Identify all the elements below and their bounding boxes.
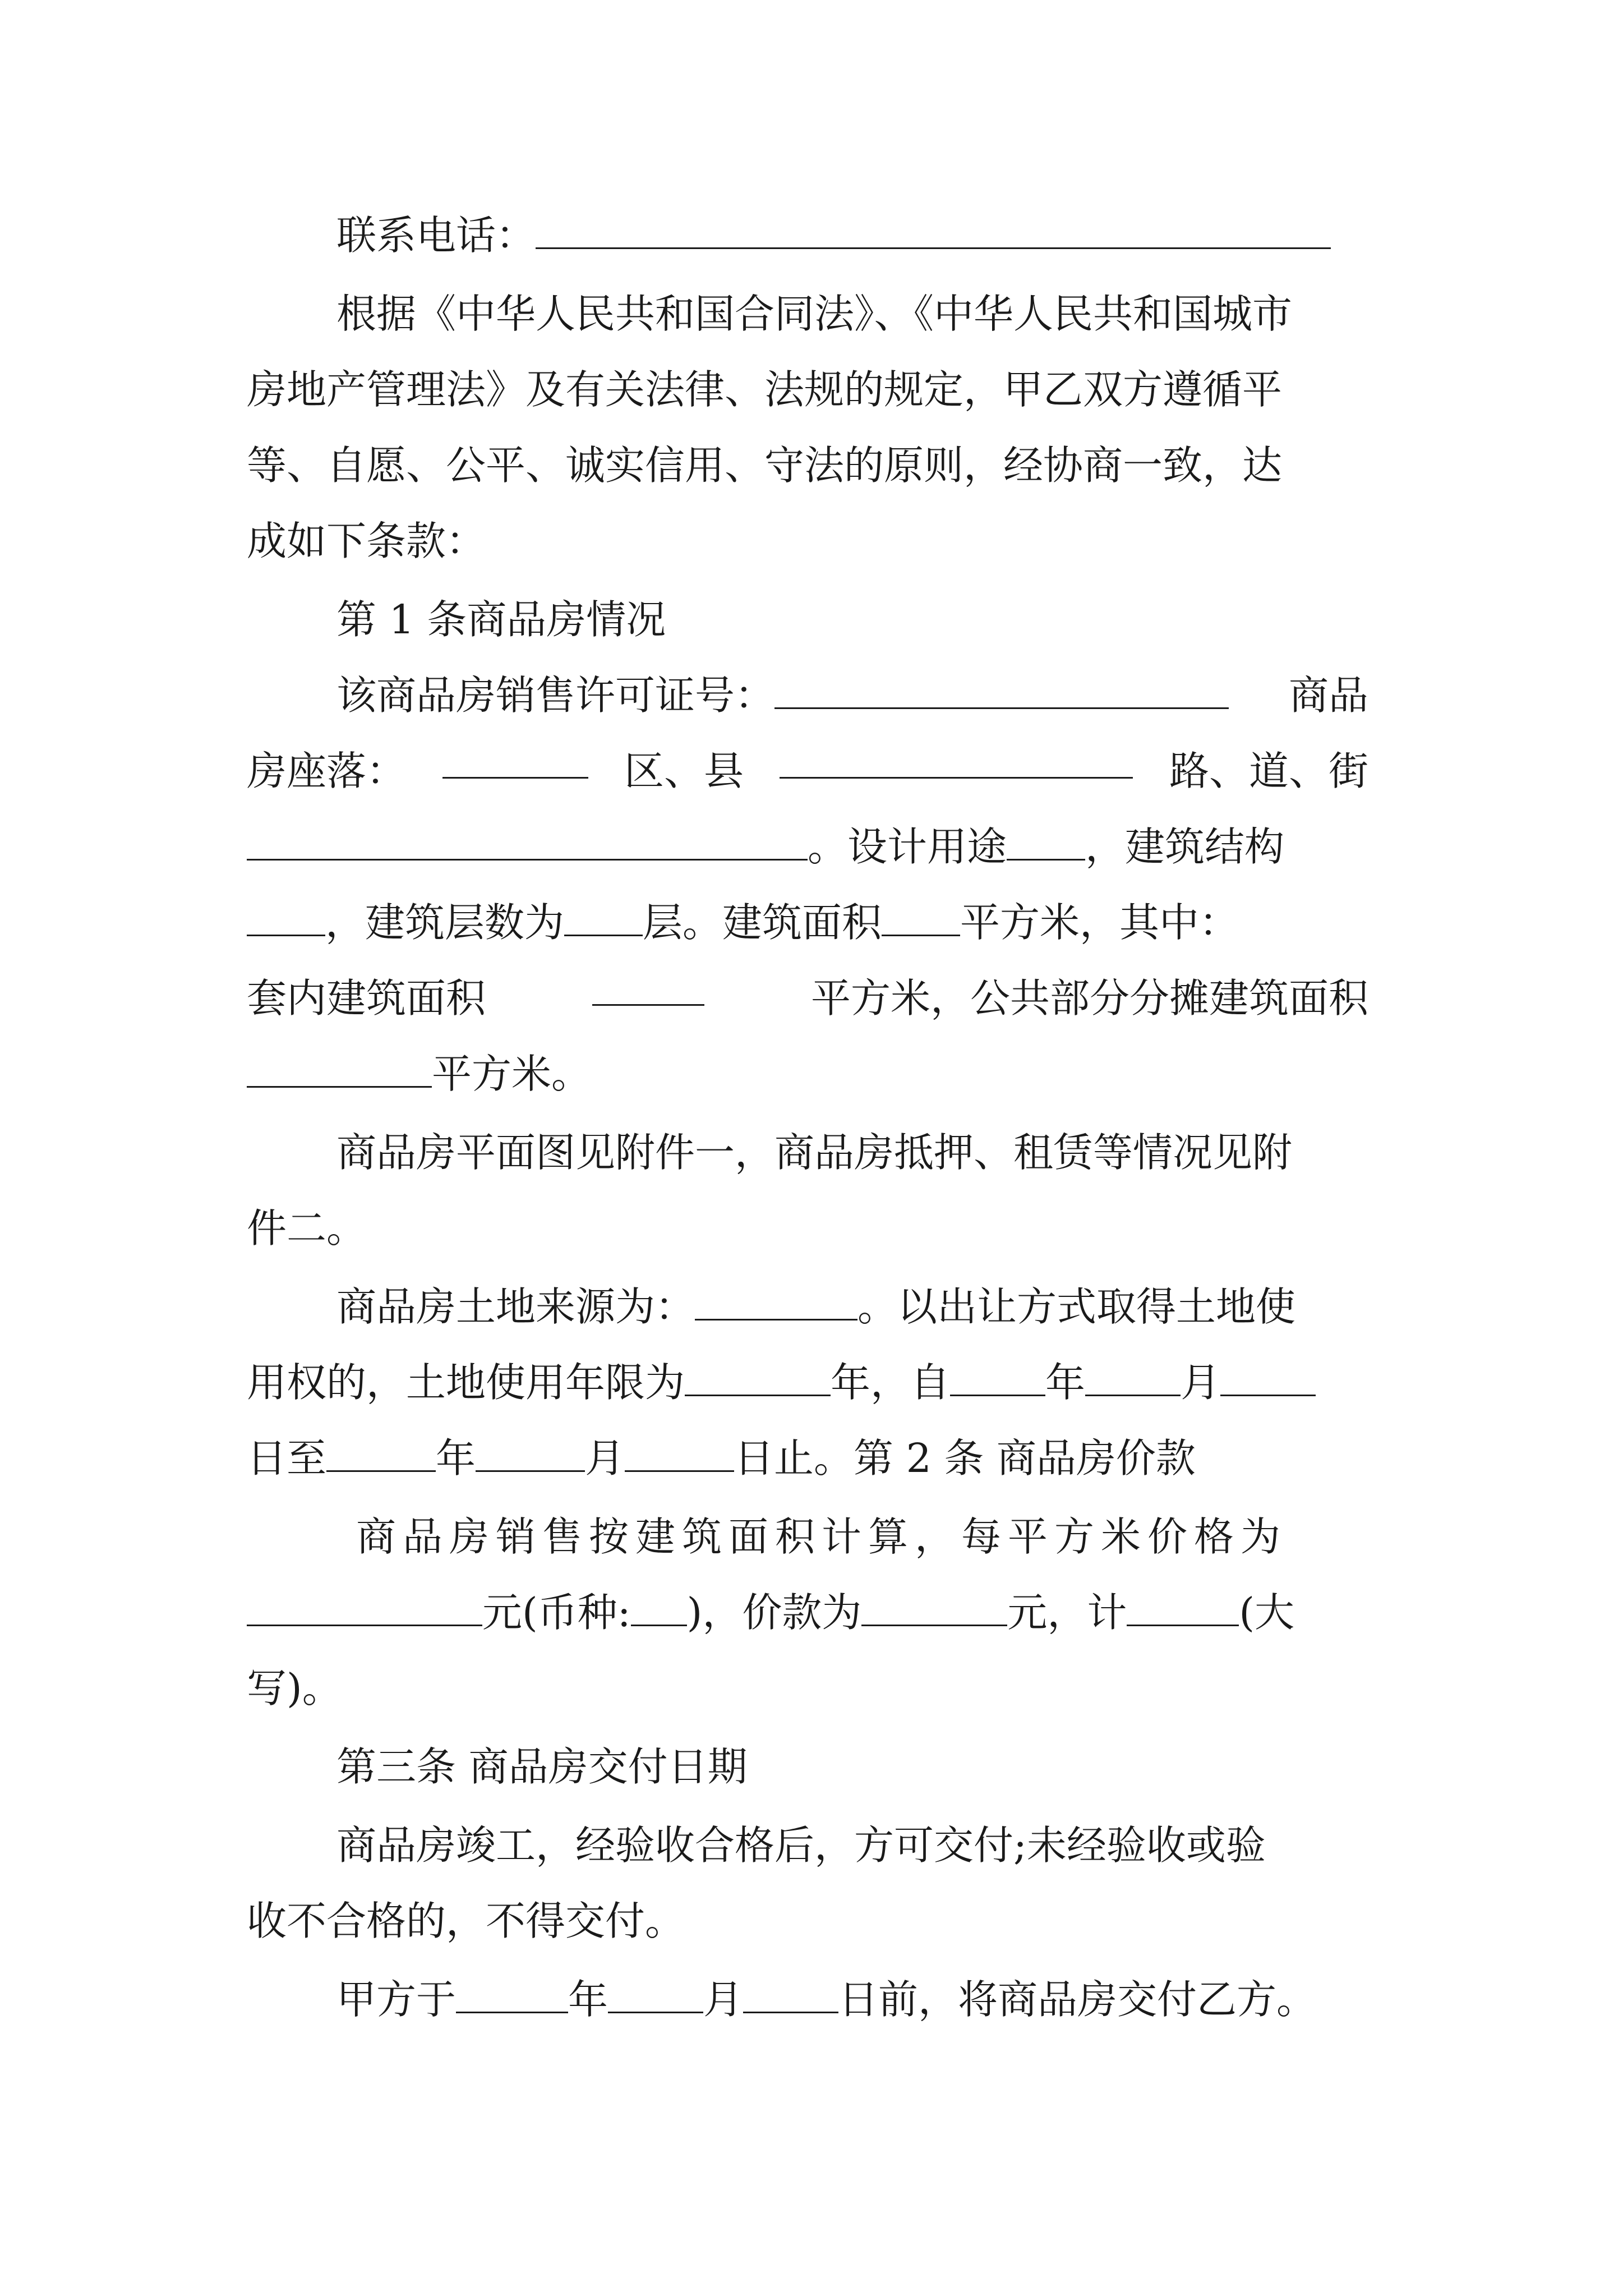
area-unit: 平方米，其中： [960, 899, 1239, 946]
location-prefix: 房座落： [247, 748, 407, 794]
shared-unit: 平方米。 [432, 1051, 592, 1097]
deliver-suffix: 日前，将商品房交付乙方。 [838, 1976, 1317, 2023]
yuan-total-label: 元，计 [1007, 1589, 1127, 1636]
article1-title: 第 1 条商品房情况 [336, 596, 666, 643]
basis-line-1: 根据《中华人民共和国合同法》、《中华人民共和国城市 [336, 291, 1293, 337]
month-label-b: 月 [585, 1435, 625, 1481]
inner-area-line [247, 970, 1368, 1027]
structure-blank [247, 901, 325, 936]
day-to-label: 日至 [247, 1435, 327, 1481]
floors-unit: 层。建筑面积 [643, 899, 882, 946]
inner-prefix: 套内建筑面积 [247, 975, 486, 1022]
to-year-blank [326, 1437, 436, 1472]
inner-area-blank [592, 970, 704, 1006]
deliver-year-label: 年 [568, 1976, 608, 2023]
shared-area-line [247, 1046, 591, 1102]
price-line-3: 写)。 [247, 1665, 342, 1711]
to-day-blank [625, 1437, 734, 1472]
basis-line-3: 等、自愿、公平、诚实信用、守法的原则，经协商一致，达 [247, 442, 1283, 489]
deliver-day-blank [743, 1978, 838, 2013]
attach-line-2: 件二。 [247, 1205, 367, 1251]
inner-unit: 平方米，公共部分分摊建筑面积 [810, 975, 1368, 1022]
article3-title: 第三条 商品房交付日期 [336, 1743, 748, 1790]
deliver-year-blank [456, 1978, 568, 2013]
contact-label: 联系电话： [336, 212, 536, 259]
location-word: 商品 [1288, 672, 1368, 719]
land-use-prefix: 用权的，土地使用年限为 [247, 1359, 685, 1406]
amount-blank [1127, 1591, 1239, 1626]
to-month-blank [476, 1437, 585, 1472]
district-label: 区、县 [624, 748, 744, 794]
land-source-after: 。以出让方式取得土地使 [857, 1283, 1296, 1330]
shared-area-blank [247, 1052, 432, 1088]
floors-label: ，建筑层数为 [325, 899, 565, 946]
month-label-a: 月 [1181, 1359, 1221, 1406]
structure-label: ，建筑结构 [1085, 823, 1285, 870]
yuan-currency-label: 元(币种: [482, 1589, 631, 1636]
price-line-2 [247, 1585, 1294, 1641]
area-blank [882, 901, 960, 936]
land-source-label: 商品房土地来源为： [336, 1283, 695, 1330]
road-blank [780, 743, 1133, 779]
day-end-label: 日止。第 2 条 商品房价款 [734, 1435, 1196, 1481]
year-label-c: 年 [436, 1435, 476, 1481]
term-years-blank [685, 1361, 831, 1396]
unit-price-blank [247, 1591, 482, 1626]
usage-blank [1007, 825, 1085, 861]
from-day-blank [1220, 1361, 1316, 1396]
year-label-b: 年 [1045, 1359, 1086, 1406]
deliver-prefix: 甲方于 [336, 1976, 457, 2023]
floors-blank [564, 901, 643, 936]
deliver-month-blank [608, 1978, 703, 2013]
street-blank [247, 825, 808, 861]
delivery-line [336, 1972, 1316, 2028]
land-source-line [336, 1279, 1295, 1335]
from-year-blank [950, 1361, 1045, 1396]
completion-line-2: 收不合格的，不得交付。 [247, 1898, 685, 1944]
currency-blank [631, 1591, 687, 1626]
location-line [247, 743, 1368, 799]
land-source-blank [695, 1285, 857, 1320]
floors-line [247, 895, 1239, 951]
attach-line-1: 商品房平面图见附件一，商品房抵押、租赁等情况见附 [336, 1129, 1293, 1176]
land-end-line [247, 1430, 1196, 1487]
permit-number-blank [774, 674, 1229, 709]
road-label: 路、道、街 [1169, 748, 1368, 794]
completion-line-1: 商品房竣工，经验收合格后，方可交付;未经验收或验 [336, 1822, 1266, 1869]
permit-label: 该商品房销售许可证号： [336, 672, 775, 719]
district-blank [442, 743, 588, 779]
big-open: (大 [1239, 1589, 1295, 1636]
year-label-a: 年 [831, 1359, 871, 1406]
price-line-1: 商品房销售按建筑面积计算，每平方米价格为 [356, 1513, 1288, 1560]
usage-label: 。设计用途 [808, 823, 1007, 870]
price-label: )，价款为 [686, 1589, 862, 1636]
from-label: ，自 [870, 1359, 951, 1406]
deliver-month-label: 月 [703, 1976, 744, 2023]
contact-line [336, 208, 1331, 264]
usage-line [247, 819, 1284, 875]
basis-line-4: 成如下条款： [247, 518, 486, 564]
basis-line-2: 房地产管理法》及有关法律、法规的规定，甲乙双方遵循平 [247, 366, 1283, 413]
permit-line [336, 668, 1368, 724]
contact-phone-blank [536, 214, 1331, 249]
total-price-blank [861, 1591, 1007, 1626]
from-month-blank [1085, 1361, 1181, 1396]
land-term-line [247, 1355, 1316, 1411]
